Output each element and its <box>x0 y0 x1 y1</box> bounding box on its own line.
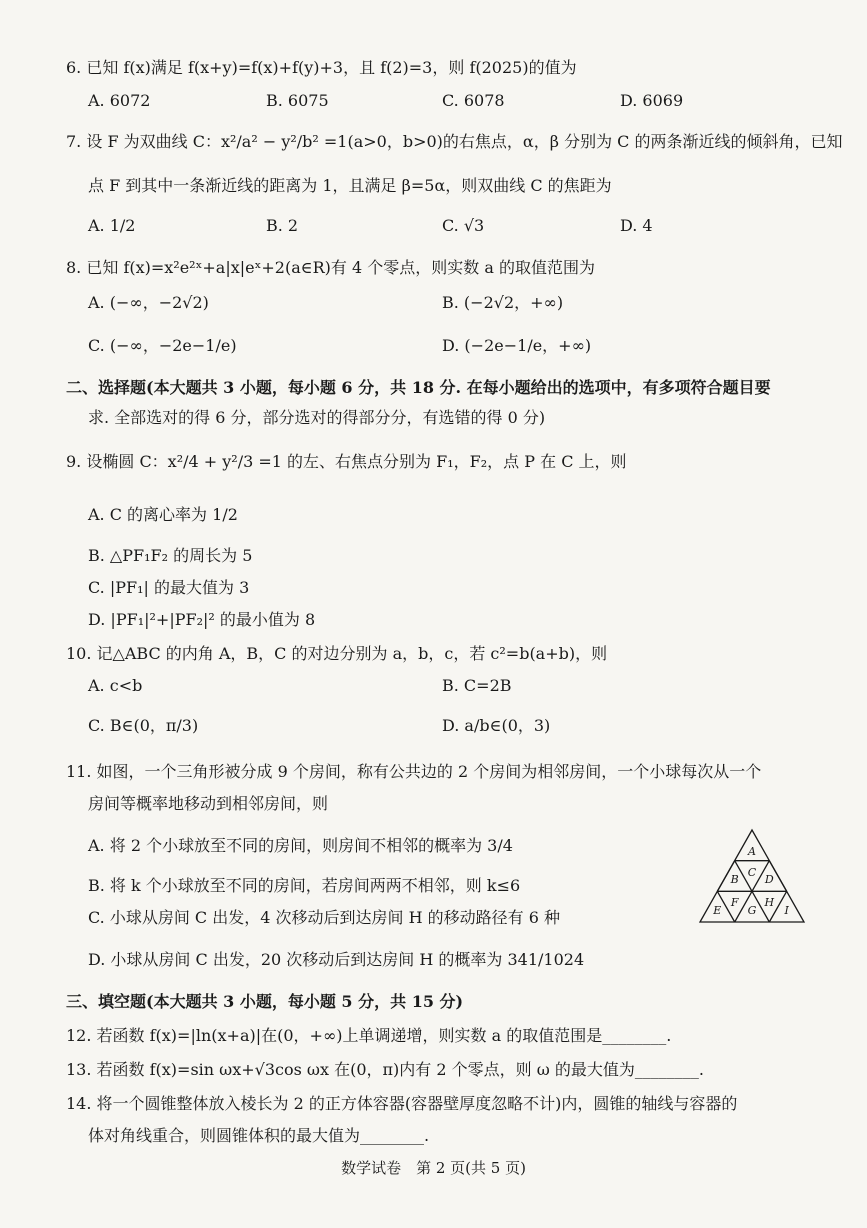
room-label-a: A <box>748 845 756 858</box>
q8-option-b: B. (−2√2，+∞) <box>442 293 564 312</box>
q11-option-c: C. 小球从房间 C 出发，4 次移动后到达房间 H 的移动路径有 6 种 <box>88 908 561 927</box>
room-label-c: C <box>747 866 757 879</box>
q9-option-c: C. |PF₁| 的最大值为 3 <box>88 578 250 597</box>
q7-option-a: A. 1/2 <box>88 216 136 235</box>
question-13-stem: 13. 若函数 f(x)=sin ωx+√3cos ωx 在(0，π)内有 2 个零点，则 ω 的最大值为________. <box>66 1060 704 1079</box>
question-14-stem-line1: 14. 将一个圆锥整体放入棱长为 2 的正方体容器(容器壁厚度忽略不计)内，圆锥的轴线与容器的 <box>66 1094 738 1113</box>
q9-option-a: A. C 的离心率为 1/2 <box>88 505 238 524</box>
question-9-stem: 9. 设椭圆 C：x²/4 + y²/3 =1 的左、右焦点分别为 F₁，F₂，点 P 在 C 上，则 <box>66 452 627 471</box>
room-label-f: F <box>730 896 739 909</box>
q10-option-d: D. a/b∈(0，3) <box>442 716 551 735</box>
q10-option-a: A. c<b <box>88 676 143 695</box>
q9-option-b: B. △PF₁F₂ 的周长为 5 <box>88 546 253 565</box>
question-7-stem-line2: 点 F 到其中一条渐近线的距离为 1，且满足 β=5α，则双曲线 C 的焦距为 <box>88 176 612 195</box>
q8-option-d: D. (−2e−1/e，+∞) <box>442 336 592 355</box>
room-label-i: I <box>784 904 789 917</box>
question-10-stem: 10. 记△ABC 的内角 A，B，C 的对边分别为 a，b，c，若 c²=b(a+b)，则 <box>66 644 608 663</box>
q10-option-c: C. B∈(0，π/3) <box>88 716 199 735</box>
question-14-stem-line2: 体对角线重合，则圆锥体积的最大值为________. <box>88 1126 430 1145</box>
q8-option-a: A. (−∞，−2√2) <box>88 293 209 312</box>
section-3-heading: 三、填空题(本大题共 3 小题，每小题 5 分，共 15 分) <box>66 992 464 1011</box>
question-12-stem: 12. 若函数 f(x)=|ln(x+a)|在(0，+∞)上单调递增，则实数 a 的取值范围是________. <box>66 1026 672 1045</box>
section-2-heading-line2: 求. 全部选对的得 6 分，部分选对的得部分分，有选错的得 0 分) <box>88 408 546 427</box>
room-label-b: B <box>730 873 739 886</box>
q6-option-d: D. 6069 <box>620 91 684 110</box>
q6-option-a: A. 6072 <box>88 91 151 110</box>
room-label-g: G <box>747 904 757 917</box>
section-2-heading-line1: 二、选择题(本大题共 3 小题，每小题 6 分，共 18 分. 在每小题给出的选项中，有多项符合题目要 <box>66 378 771 397</box>
q11-option-a: A. 将 2 个小球放至不同的房间，则房间不相邻的概率为 3/4 <box>88 836 513 855</box>
question-6-stem: 6. 已知 f(x)满足 f(x+y)=f(x)+f(y)+3，且 f(2)=3，则 f(2025)的值为 <box>66 58 577 77</box>
q6-option-b: B. 6075 <box>266 91 329 110</box>
room-label-e: E <box>713 904 722 917</box>
question-11-stem-line2: 房间等概率地移动到相邻房间，则 <box>88 794 329 813</box>
question-11-stem-line1: 11. 如图，一个三角形被分成 9 个房间，称有公共边的 2 个房间为相邻房间，一个小球每次从一个 <box>66 762 762 781</box>
page-footer: 数学试卷 第 2 页(共 5 页) <box>341 1159 526 1177</box>
q10-option-b: B. C=2B <box>442 676 512 695</box>
q7-option-b: B. 2 <box>266 216 299 235</box>
q7-option-c: C. √3 <box>442 216 485 235</box>
q11-option-b: B. 将 k 个小球放至不同的房间，若房间两两不相邻，则 k≤6 <box>88 876 521 895</box>
room-label-h: H <box>764 896 775 909</box>
triangle-rooms-figure <box>696 826 808 926</box>
q6-option-c: C. 6078 <box>442 91 505 110</box>
q8-option-c: C. (−∞，−2e−1/e) <box>88 336 237 355</box>
question-7-stem-line1: 7. 设 F 为双曲线 C：x²/a² − y²/b² =1(a>0，b>0)的右焦点，α，β 分别为 C 的两条渐近线的倾斜角，已知 <box>66 132 843 151</box>
q7-option-d: D. 4 <box>620 216 653 235</box>
room-label-d: D <box>764 873 774 886</box>
question-8-stem: 8. 已知 f(x)=x²e²ˣ+a|x|eˣ+2(a∈R)有 4 个零点，则实数 a 的取值范围为 <box>66 258 595 277</box>
q9-option-d: D. |PF₁|²+|PF₂|² 的最小值为 8 <box>88 610 316 629</box>
q11-option-d: D. 小球从房间 C 出发，20 次移动后到达房间 H 的概率为 341/1024 <box>88 950 585 969</box>
